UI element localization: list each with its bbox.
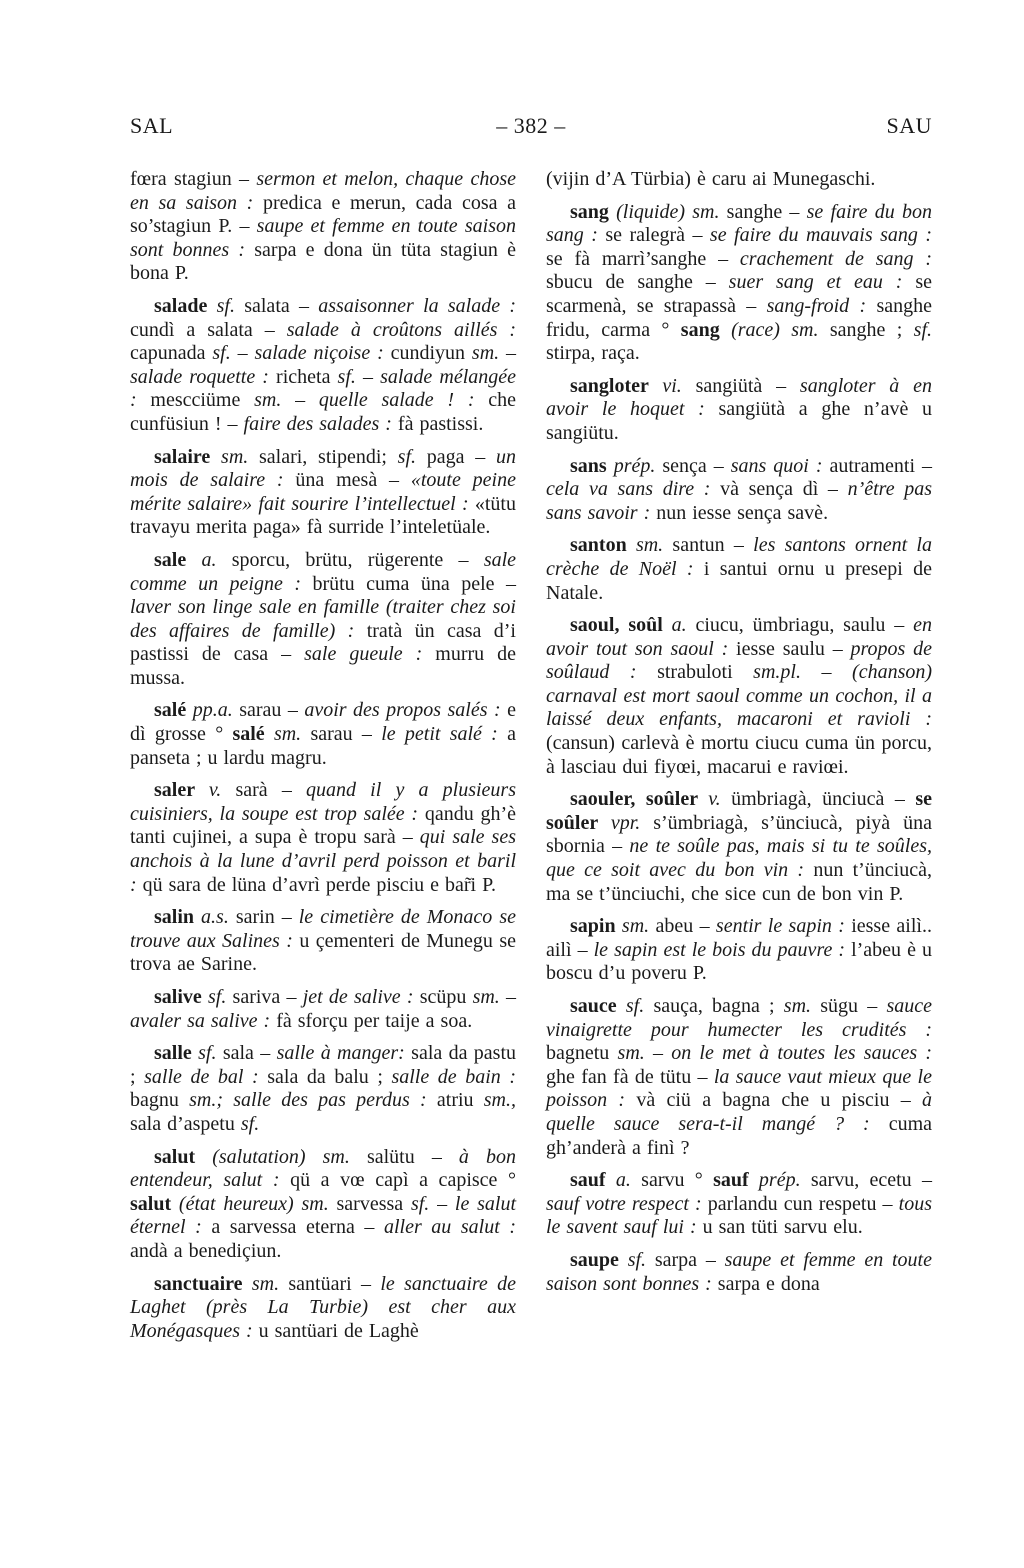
plain-text: fœra stagiun – (130, 168, 257, 190)
plain-text: và ciü a bagna che u pisciu – (636, 1089, 922, 1112)
plain-text: (cansun) carlevà è mortu ciucu cuma ün porcu, à lasciau dui fiyœi, macarui e raviœi. (546, 732, 932, 778)
italic-text: avaler sa salive : (130, 1009, 277, 1032)
plain-text: – (652, 1042, 672, 1065)
plain-text: qü sara de lüna d’avrì perde pisciu e bar̃i P. (142, 873, 496, 896)
plain-text: sarà – (235, 779, 306, 802)
headword: saouler, soûler (570, 788, 709, 811)
plain-text: richeta (276, 365, 338, 388)
headword: sang (570, 200, 617, 223)
italic-text: salle à manger: (276, 1042, 412, 1065)
plain-text: che cunfüsiun ! – (130, 389, 517, 435)
italic-text: sm. (621, 915, 656, 938)
italic-text: salade roquette : (130, 365, 277, 388)
entry-salive (130, 986, 516, 1033)
plain-text: sangiütà – (695, 374, 800, 397)
italic-text: «toute peine mérite salaire» fait sourire l’intellectuel : (130, 469, 516, 515)
headword: se soûler (546, 788, 932, 834)
italic-text: sm. (783, 995, 821, 1017)
plain-text: sala da balu ; (267, 1065, 392, 1088)
italic-text: le sanctuaire de Laghet (près La Turbie) est cher aux Monégasques : (130, 1272, 516, 1342)
italic-text: a. (671, 614, 696, 637)
plain-text: ghe fan fà de tütu – (546, 1065, 714, 1088)
headword: saupe (570, 1248, 628, 1271)
plain-text: – (506, 986, 516, 1008)
italic-text: sm. (471, 342, 507, 365)
headword: santon (570, 534, 636, 557)
entry-saler (130, 779, 516, 897)
entry-sale (130, 549, 516, 691)
continuation-vijin-continuation (546, 168, 932, 192)
plain-text: salütu – (366, 1145, 459, 1168)
italic-text: saupe et femme en toute saison sont bonnes : (546, 1248, 932, 1295)
italic-text: vpr. (610, 811, 654, 834)
italic-text: jet de salive : (302, 986, 420, 1008)
italic-text: quand il y a plusieurs cuisiniers, la soupe est trop salée : (130, 779, 516, 825)
headword: saoul, soûl (570, 614, 672, 637)
plain-text: cundì a salata – (130, 318, 287, 341)
plain-text: sala da pastu ; (130, 1042, 517, 1088)
plain-text: sauça, bagna ; (653, 995, 784, 1017)
plain-text: sarpa – (654, 1248, 725, 1271)
italic-text: sale comme un peigne : (130, 548, 517, 595)
italic-text: n’être pas sans savoir : (546, 478, 933, 524)
plain-text: – (821, 661, 853, 684)
italic-text: salle de bal : (144, 1065, 268, 1088)
italic-text: vi. (662, 374, 696, 397)
plain-text: sala – (222, 1042, 277, 1065)
italic-text: sf. (397, 445, 427, 468)
italic-text: le sapin est le bois du pauvre : (593, 938, 852, 961)
plain-text: se ralegrà – (605, 224, 710, 247)
plain-text: mescciüme (150, 389, 255, 412)
italic-text: (race) sm. (731, 318, 830, 341)
plain-text: sala d’aspetu (130, 1112, 241, 1135)
italic-text: crachement de sang : (739, 247, 932, 270)
plain-text: iesse saulu – (736, 637, 851, 660)
guideword-right: SAU (886, 113, 932, 138)
plain-text: iesse ailì.. ailì – (546, 915, 932, 961)
entry-sauce (546, 995, 932, 1160)
plain-text: salata – (244, 294, 319, 317)
italic-text: v. (708, 788, 732, 811)
italic-text: a.s. (201, 906, 236, 929)
italic-text: un mois de salaire : (130, 445, 516, 492)
plain-text: – (237, 342, 255, 365)
italic-text: salade niçoise : (254, 342, 391, 365)
headword: sauf (713, 1169, 759, 1192)
italic-text: à bon entendeur, salut : (130, 1145, 516, 1192)
italic-text: le cimetière de Monaco se trouve aux Salines : (130, 906, 516, 952)
plain-text: sanghe – (726, 200, 807, 223)
plain-text: sença – (662, 454, 731, 477)
plain-text: predica e merun, cada cosa a so’stagiun P. – (130, 191, 516, 238)
plain-text: sariva – (232, 986, 303, 1008)
italic-text: sale gueule : (304, 643, 436, 666)
italic-text: propos de soûlaud : (546, 637, 932, 684)
plain-text: sügu – (820, 995, 887, 1017)
italic-text: salle de bain : (391, 1065, 516, 1088)
plain-text: sarvu, ecetu – (810, 1169, 932, 1192)
italic-text: les santons ornent la crèche de Noël : (546, 534, 932, 580)
italic-text: prép. (758, 1169, 811, 1192)
plain-text: atriu (436, 1089, 484, 1112)
plain-text: – (506, 342, 517, 365)
plain-text: sarau – (310, 723, 382, 746)
italic-text: sang-froid : (766, 294, 877, 317)
plain-text: e dì grosse ° (130, 699, 516, 746)
plain-text: u santüari de Laghè (258, 1319, 419, 1342)
plain-text: và sença dì – (720, 478, 848, 501)
plain-text: sbucu de sanghe – (546, 271, 729, 294)
guideword-left: SAL (130, 113, 174, 138)
plain-text: sanghe ; (829, 318, 914, 341)
plain-text: autramenti – (829, 454, 932, 477)
plain-text: – (295, 389, 319, 412)
headword: salle (154, 1042, 199, 1065)
entry-sale-pp (130, 699, 516, 770)
plain-text: – (437, 1192, 455, 1215)
entry-salle (130, 1042, 516, 1136)
plain-text: sarau – (239, 699, 305, 722)
plain-text: i santui ornu u presepi de Natale. (546, 557, 933, 604)
headword: sale (154, 548, 202, 571)
plain-text: sarvu ° (641, 1169, 714, 1192)
continuation-foera-stagiun-continuation (130, 168, 516, 286)
plain-text: scüpu (419, 986, 473, 1008)
italic-text: sf. (212, 342, 238, 365)
italic-text: sf. (337, 365, 363, 388)
italic-text: sf. (216, 294, 245, 317)
italic-text: sf. (207, 986, 233, 1008)
plain-text: (vijin d’A Türbia) è caru ai Munegaschi. (546, 168, 876, 190)
entry-salin (130, 906, 516, 977)
plain-text: se scarmenà, se strapassà – (546, 271, 932, 317)
plain-text: a sarvessa eterna – (211, 1216, 384, 1239)
italic-text: le salut éternel : (130, 1192, 517, 1239)
plain-text: u çementeri de Munegu se trova ae Sarine. (130, 929, 516, 976)
italic-text: sangloter à en avoir le hoquet : (546, 374, 933, 421)
italic-text: sm.pl. (753, 661, 822, 684)
italic-text: avoir des propos salés : (304, 699, 508, 722)
italic-text: suer sang et eau : (728, 271, 916, 294)
plain-text: paga – (426, 445, 496, 468)
plain-text: s’ümbriagà, s’ünciucà, piyà üna sbornia – (546, 811, 932, 858)
entry-sangloter (546, 375, 932, 446)
italic-text: la sauce vaut mieux que le poisson : (546, 1065, 932, 1112)
headword: sans (570, 454, 614, 477)
italic-text: (salutation) sm. (212, 1145, 367, 1168)
headword: salé (232, 723, 274, 746)
italic-text: qui sale ses anchois à la lune d’avril perd poisson et baril : (130, 826, 516, 896)
italic-text: a. (615, 1169, 642, 1192)
italic-text: aller au salut : (383, 1216, 516, 1239)
entry-sang (546, 201, 932, 366)
headword: saler (154, 779, 209, 802)
headword: salé (154, 699, 193, 722)
headword: salaire (154, 445, 222, 468)
italic-text: sm. (251, 1272, 289, 1295)
entry-saoul-soul (546, 614, 932, 779)
plain-text: – (362, 365, 381, 388)
italic-text: sm. (221, 445, 259, 468)
plain-text: ümbriagà, ünciucà – (731, 788, 916, 811)
italic-text: sf. (913, 318, 933, 341)
headword: sauf (570, 1169, 616, 1192)
headword: sangloter (570, 374, 663, 397)
plain-text: fà pastissi. (397, 412, 484, 435)
plain-text: tratà ün casa d’i pastissi de casa – (130, 619, 516, 666)
italic-text: on le met à toutes les sauces : (671, 1042, 933, 1065)
italic-text: sm. (635, 534, 673, 557)
headword: sapin (570, 915, 622, 938)
plain-text: nun iesse sença savè. (656, 501, 829, 524)
plain-text: bagnetu (546, 1042, 618, 1065)
running-head (0, 0, 1024, 140)
plain-text: bagnu (130, 1089, 190, 1112)
headword: sanctuaire (154, 1272, 252, 1295)
plain-text: murru de mussa. (130, 643, 517, 689)
entry-sans (546, 455, 932, 526)
plain-text: cundiyun (390, 342, 472, 365)
entry-santon (546, 534, 932, 605)
plain-text: salari, stipendi; (259, 445, 398, 468)
plain-text: brütu cuma üna pele – (312, 572, 516, 595)
entry-saupe (546, 1249, 932, 1296)
italic-text: sm. (254, 389, 296, 412)
plain-text: sangiütà a ghe n’avè u sangiütu. (546, 398, 932, 444)
italic-text: faire des salades : (243, 412, 398, 435)
italic-text: se faire du mauvais sang : (709, 224, 932, 247)
italic-text: sermon et melon, chaque chose en sa saison : (130, 168, 516, 214)
italic-text: sans quoi : (730, 454, 830, 477)
headword: salut (130, 1192, 179, 1215)
entry-saouler-souler (546, 788, 932, 906)
plain-text: sarvessa (336, 1192, 411, 1215)
italic-text: sm. (617, 1042, 653, 1065)
headword: salive (154, 986, 208, 1008)
text-columns (0, 140, 1024, 1343)
plain-text: stirpa, raça. (546, 342, 640, 365)
italic-text: sf. (410, 1192, 438, 1215)
entry-salade (130, 295, 516, 437)
plain-text: capunada (130, 342, 213, 365)
entry-sanctuaire (130, 1273, 516, 1344)
plain-text: abeu – (655, 915, 716, 938)
italic-text: sf. (240, 1112, 260, 1135)
italic-text: sm. (472, 986, 506, 1008)
left-column (130, 168, 516, 1343)
italic-text: à quelle sauce sera-t-il mangé ? : (546, 1089, 932, 1135)
italic-text: sentir le sapin : (715, 915, 852, 938)
plain-text: sanghe fridu, carma ° (546, 294, 932, 341)
italic-text: prép. (613, 454, 663, 477)
plain-text: üna mesà – (295, 469, 411, 492)
plain-text: sarpa e dona ün tüta stagiun è bona P. (130, 238, 516, 285)
italic-text: laver son linge sale en famille (traiter chez soi des affaires de famille) : (130, 596, 516, 642)
plain-text: u san tüti sarvu elu. (702, 1216, 863, 1239)
italic-text: sauce vinaigrette pour humecter les crudités : (546, 995, 932, 1041)
italic-text: se faire du bon sang : (546, 200, 932, 247)
italic-text: en avoir tout son saoul : (546, 614, 932, 660)
plain-text: strabuloti (657, 661, 754, 684)
italic-text: ne te soûle pas, mais si tu te soûles, que ce soit avec du bon vin : (546, 835, 932, 882)
italic-text: sm. (273, 723, 311, 746)
plain-text: andà a benediçiun. (130, 1239, 282, 1262)
right-column (546, 168, 932, 1343)
italic-text: (chanson) carnaval est mort saoul comme un cochon, il a laissé deux enfants, macaroni et ravioli : (546, 661, 933, 731)
italic-text: tous le savent sauf lui : (546, 1192, 932, 1239)
italic-text: v. (208, 779, 236, 802)
plain-text: santun – (672, 534, 754, 557)
plain-text: parlandu cun respetu – (707, 1192, 899, 1215)
headword: salut (154, 1145, 213, 1168)
italic-text: a. (201, 548, 232, 571)
headword: salin (154, 906, 202, 929)
italic-text: quelle salade ! : (318, 389, 489, 412)
plain-text: ciucu, ümbriagu, saulu – (695, 614, 914, 637)
italic-text: sauf votre respect : (546, 1192, 708, 1215)
italic-text: sf. (625, 995, 654, 1017)
page-number: – 382 – (496, 113, 566, 138)
italic-text: sm., (483, 1089, 516, 1112)
italic-text: sm.; salle des pas perdus : (189, 1089, 437, 1112)
plain-text: «tütu travayu merita paga» fà surride l’inteletüale. (130, 492, 516, 539)
plain-text: cuma gh’anderà a finì ? (546, 1112, 932, 1159)
plain-text: qandu gh’è tanti cujinei, a supa è tropu sarà – (130, 802, 516, 849)
plain-text: qü a vœ capì a capisce ° (290, 1169, 516, 1192)
plain-text: fà sforçu per taije a soa. (276, 1009, 473, 1032)
italic-text: cela va sans dire : (546, 478, 721, 501)
italic-text: assaisonner la salade : (318, 294, 517, 317)
entry-salut (130, 1146, 516, 1264)
italic-text: (état heureux) sm. (178, 1192, 337, 1215)
italic-text: (liquide) sm. (616, 200, 727, 223)
entry-salaire (130, 446, 516, 540)
plain-text: santüari – (288, 1272, 381, 1295)
headword: salade (154, 294, 217, 317)
italic-text: sf. (627, 1248, 655, 1271)
italic-text: sf. (198, 1042, 223, 1065)
plain-text: l’abeu è u boscu d’u poveru P. (546, 938, 932, 985)
italic-text: salade à croûtons aillés : (286, 318, 516, 341)
entry-sauf (546, 1169, 932, 1240)
plain-text: se fà marrì’sanghe – (546, 247, 740, 270)
headword: sauce (570, 995, 626, 1017)
italic-text: saupe et femme en toute saison sont bonnes : (130, 215, 516, 261)
plain-text: a panseta ; u lardu magru. (130, 723, 516, 769)
italic-text: le petit salé : (381, 723, 508, 746)
plain-text: sarpa e dona (717, 1272, 820, 1295)
italic-text: salade mélangée : (130, 365, 517, 412)
headword: sang (680, 318, 732, 341)
entry-sapin (546, 915, 932, 986)
plain-text: sarin – (235, 906, 299, 929)
plain-text: nun t’ünciucà, ma se t’ünciuchi, che sice cun de bon vin P. (546, 859, 932, 905)
italic-text: pp.a. (192, 699, 240, 722)
plain-text: sporcu, brütu, rügerente – (231, 548, 484, 571)
